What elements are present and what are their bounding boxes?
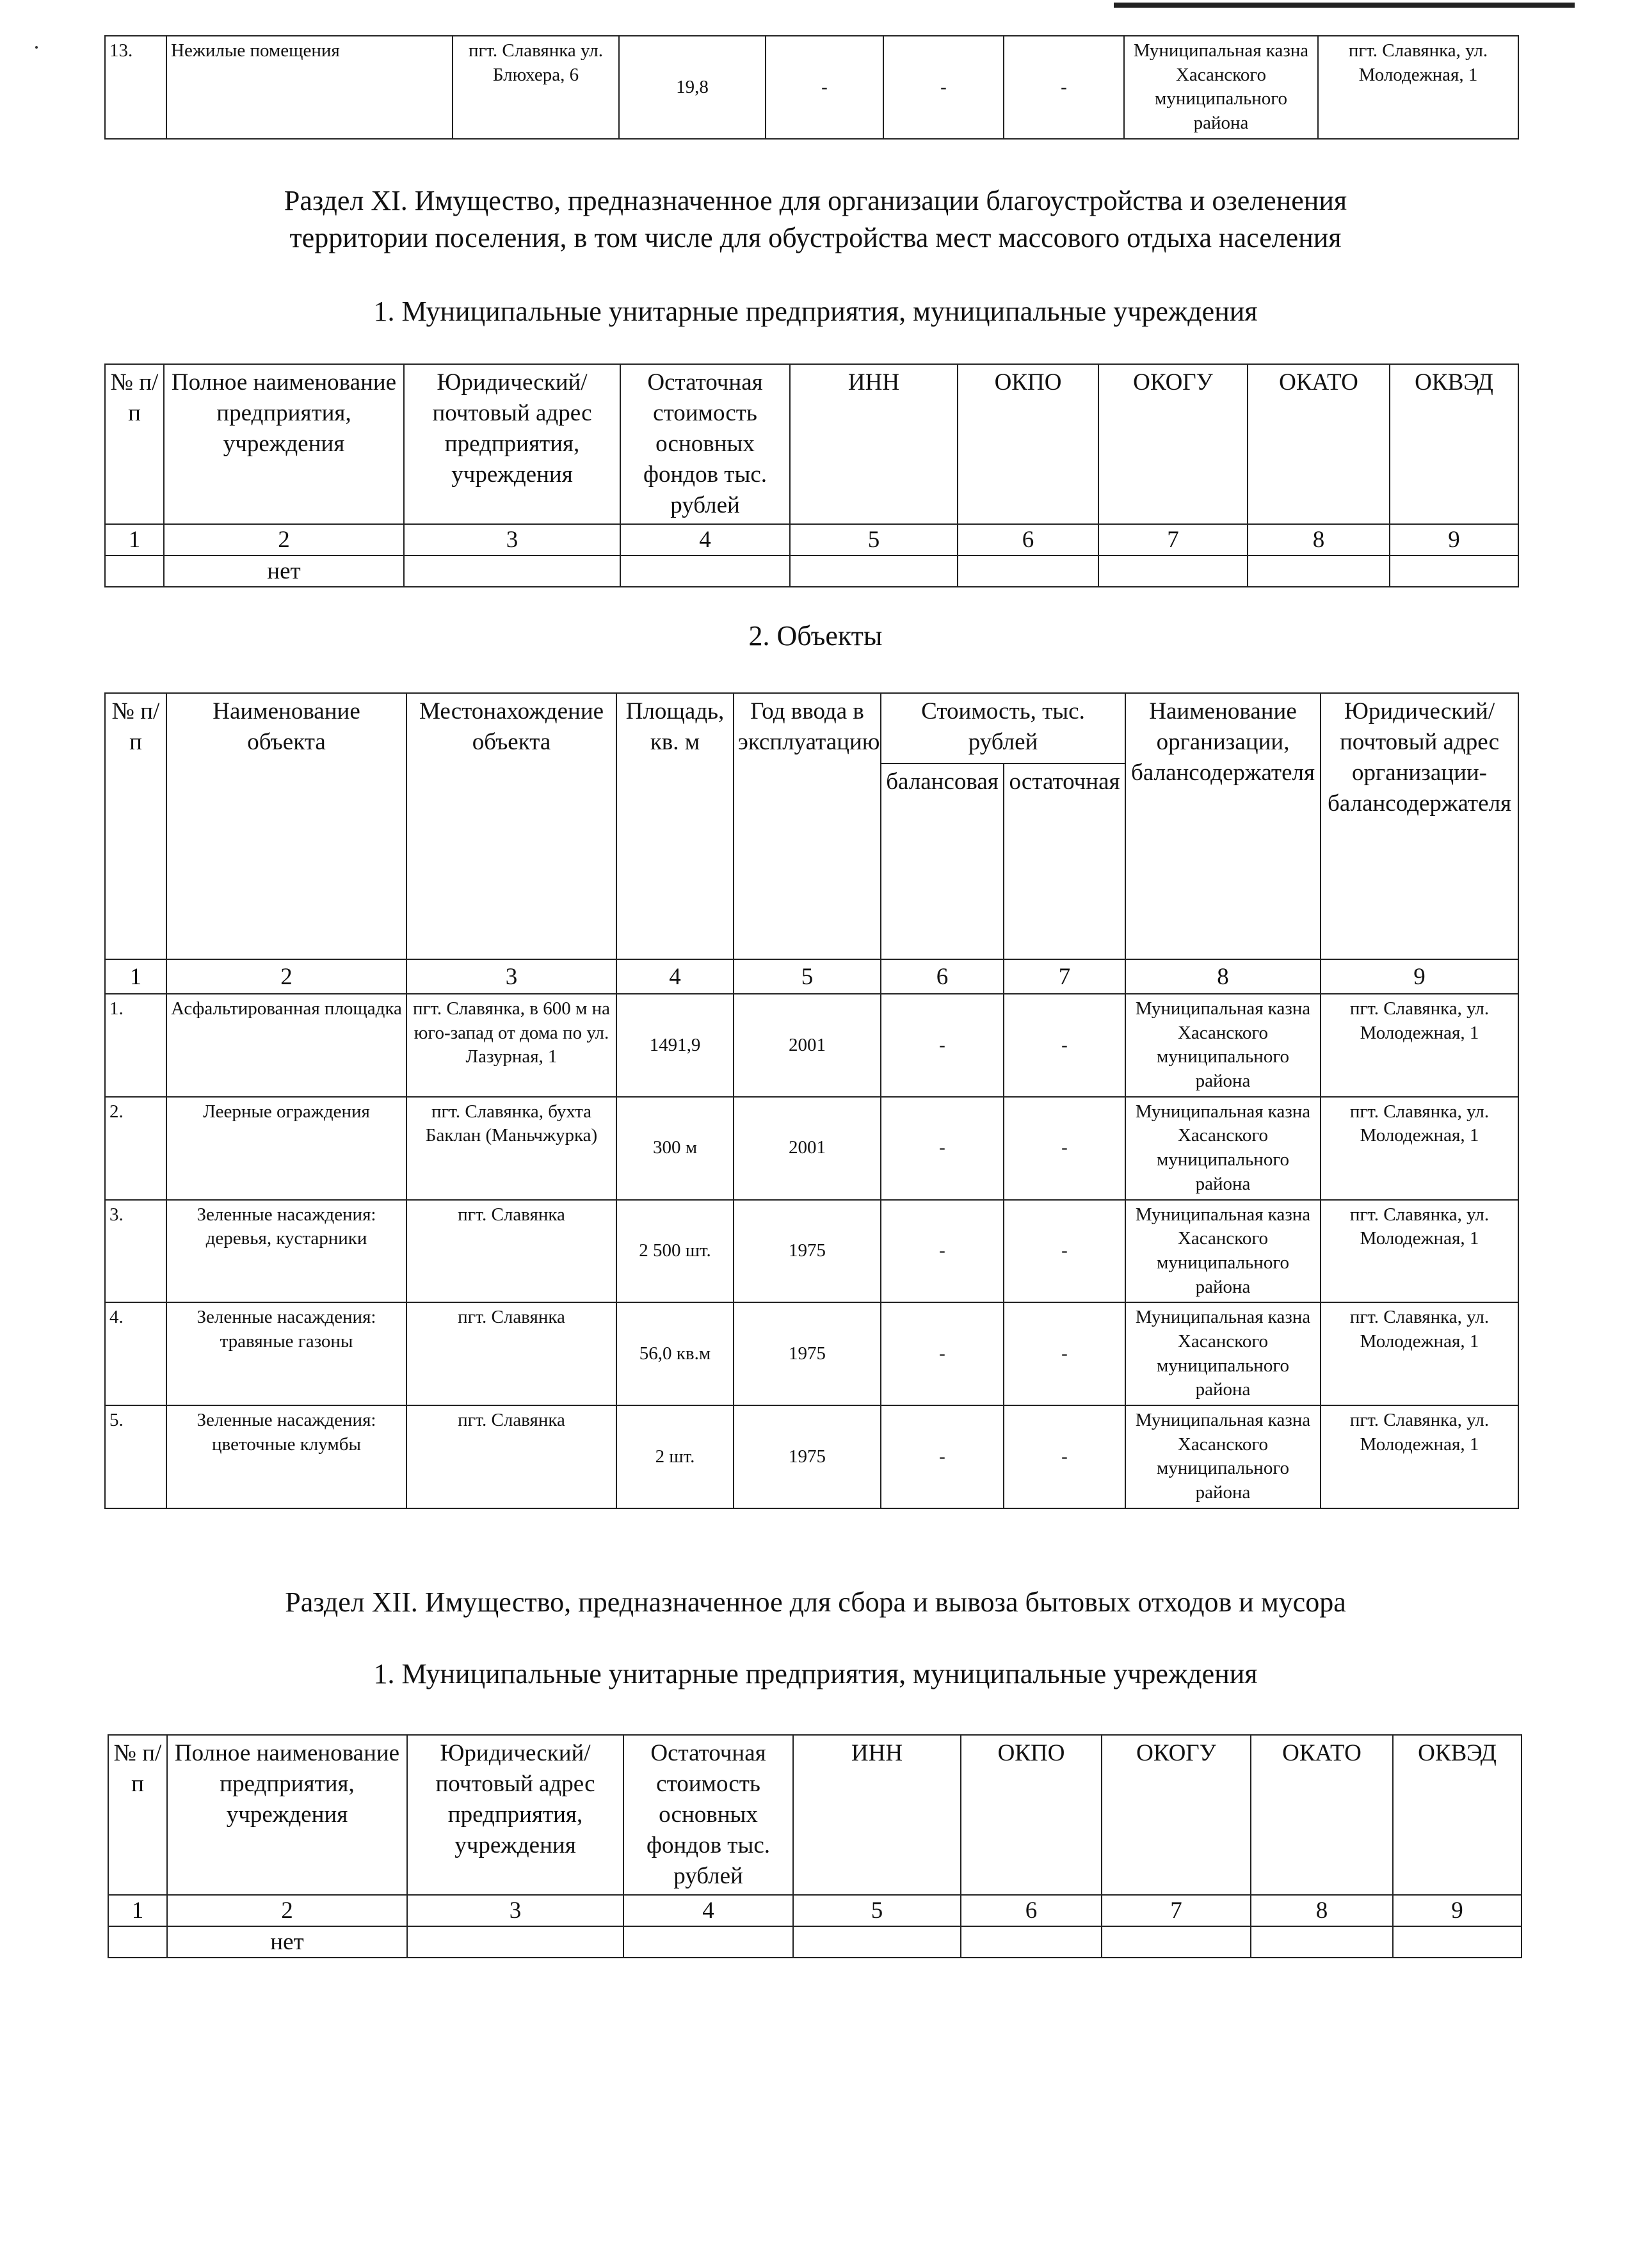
col-number: 9 bbox=[1390, 524, 1518, 555]
table-row bbox=[105, 1097, 1518, 1200]
col-number: 9 bbox=[1393, 1895, 1522, 1926]
object-area: 2 шт. bbox=[616, 1405, 734, 1508]
header-okved: ОКВЭД bbox=[1390, 364, 1518, 524]
row-num: 13. bbox=[105, 36, 166, 139]
header-holder-address: Юридический/ почтовый адрес организации-балансодержателя bbox=[1321, 693, 1518, 959]
header-address: Юридический/почтовый адрес предприятия, учреждения bbox=[407, 1735, 623, 1895]
header-residual-value: Остаточная стоимость основных фондов тыс. рублей bbox=[623, 1735, 793, 1895]
scan-speck bbox=[35, 46, 38, 49]
object-location: пгт. Славянка, бухта Баклан (Маньчжурка) bbox=[406, 1097, 616, 1200]
holder-name: Муниципальная казна Хасанского муниципального района bbox=[1125, 994, 1321, 1097]
empty-cell bbox=[1098, 555, 1248, 587]
balance-cost: - bbox=[881, 1405, 1004, 1508]
object-location: пгт. Славянка bbox=[406, 1405, 616, 1508]
holder-address: пгт. Славянка, ул. Молодежная, 1 bbox=[1318, 36, 1518, 139]
col-number: 1 bbox=[108, 1895, 167, 1926]
empty-cell bbox=[961, 1926, 1102, 1958]
header-location: Местонахождение объекта bbox=[406, 693, 616, 959]
holder-name: Муниципальная казна Хасанского муниципального района bbox=[1125, 1200, 1321, 1303]
col-number: 4 bbox=[620, 524, 790, 555]
section-11-title-line2: территории поселения, в том числе для обустройства мест массового отдыха населения bbox=[289, 222, 1342, 253]
table-row bbox=[105, 1405, 1518, 1508]
header-okato: ОКАТО bbox=[1248, 364, 1390, 524]
col-number: 5 bbox=[734, 959, 881, 994]
residual-cost: - bbox=[1004, 1097, 1125, 1200]
object-area: 2 500 шт. bbox=[616, 1200, 734, 1303]
empty-cell bbox=[790, 555, 958, 587]
cell-dash: - bbox=[883, 36, 1004, 139]
header-num: № п/п bbox=[108, 1735, 167, 1895]
table-row bbox=[105, 994, 1518, 1097]
object-location: пгт. Славянка ул. Блюхера, 6 bbox=[453, 36, 619, 139]
section-12-title: Раздел XII. Имущество, предназначенное для сбора и вывоза бытовых отходов и мусора bbox=[285, 1586, 1346, 1618]
header-okato: ОКАТО bbox=[1251, 1735, 1393, 1895]
col-number: 7 bbox=[1098, 524, 1248, 555]
empty-cell bbox=[1251, 1926, 1393, 1958]
section-11-subheading-objects: 2. Объекты bbox=[748, 620, 883, 651]
residual-cost: - bbox=[1004, 1405, 1125, 1508]
row-num: 4. bbox=[105, 1302, 166, 1405]
holder-name: Муниципальная казна Хасанского муниципального района bbox=[1125, 1097, 1321, 1200]
object-year: 1975 bbox=[734, 1405, 881, 1508]
balance-cost: - bbox=[881, 1302, 1004, 1405]
section-11-enterprises-table bbox=[104, 363, 1519, 587]
header-residual-cost: остаточная bbox=[1004, 763, 1125, 959]
object-year: 1975 bbox=[734, 1200, 881, 1303]
object-year: 1975 bbox=[734, 1302, 881, 1405]
col-number: 2 bbox=[164, 524, 404, 555]
col-number: 9 bbox=[1321, 959, 1518, 994]
empty-cell bbox=[404, 555, 620, 587]
col-number: 4 bbox=[616, 959, 734, 994]
object-location: пгт. Славянка bbox=[406, 1302, 616, 1405]
object-location: пгт. Славянка, в 600 м на юго-запад от дома по ул. Лазурная, 1 bbox=[406, 994, 616, 1097]
col-number: 8 bbox=[1251, 1895, 1393, 1926]
object-year: 2001 bbox=[734, 994, 881, 1097]
holder-address: пгт. Славянка, ул. Молодежная, 1 bbox=[1321, 1405, 1518, 1508]
col-number: 3 bbox=[406, 959, 616, 994]
table-row bbox=[105, 1200, 1518, 1303]
header-residual-value: Остаточная стоимость основных фондов тыс. рублей bbox=[620, 364, 790, 524]
col-number: 7 bbox=[1004, 959, 1125, 994]
object-area: 1491,9 bbox=[616, 994, 734, 1097]
object-location: пгт. Славянка bbox=[406, 1200, 616, 1303]
section-11-subheading-enterprises: 1. Муниципальные унитарные предприятия, муниципальные учреждения bbox=[373, 296, 1258, 327]
empty-cell bbox=[623, 1926, 793, 1958]
header-object-name: Наименование объекта bbox=[166, 693, 406, 959]
header-balance-cost: балансовая bbox=[881, 763, 1004, 959]
holder-name: Муниципальная казна Хасанского муниципального района bbox=[1125, 1302, 1321, 1405]
top-continuation-table bbox=[104, 35, 1519, 140]
col-number: 5 bbox=[793, 1895, 961, 1926]
object-year: 2001 bbox=[734, 1097, 881, 1200]
col-number: 5 bbox=[790, 524, 958, 555]
empty-cell bbox=[620, 555, 790, 587]
residual-cost: - bbox=[1004, 1302, 1125, 1405]
object-area: 300 м bbox=[616, 1097, 734, 1200]
header-area: Площадь, кв. м bbox=[616, 693, 734, 959]
object-name: Зеленные насаждения: травяные газоны bbox=[166, 1302, 406, 1405]
object-name: Зеленные насаждения: деревья, кустарники bbox=[166, 1200, 406, 1303]
header-holder: Наименование организации, балансодержателя bbox=[1125, 693, 1321, 959]
cell-dash: - bbox=[766, 36, 883, 139]
object-name: Леерные ограждения bbox=[166, 1097, 406, 1200]
row-num: 1. bbox=[105, 994, 166, 1097]
col-number: 4 bbox=[623, 1895, 793, 1926]
object-name: Зеленные насаждения: цветочные клумбы bbox=[166, 1405, 406, 1508]
object-rows bbox=[105, 994, 1518, 1508]
col-number: 8 bbox=[1125, 959, 1321, 994]
empty-cell bbox=[958, 555, 1098, 587]
empty-cell bbox=[793, 1926, 961, 1958]
empty-cell bbox=[407, 1926, 623, 1958]
row-num: 2. bbox=[105, 1097, 166, 1200]
header-cost: Стоимость, тыс. рублей bbox=[881, 693, 1125, 763]
col-number: 1 bbox=[105, 524, 164, 555]
balance-cost: - bbox=[881, 1200, 1004, 1303]
section-12-subheading-enterprises: 1. Муниципальные унитарные предприятия, муниципальные учреждения bbox=[373, 1658, 1258, 1689]
residual-cost: - bbox=[1004, 1200, 1125, 1303]
section-11-objects-table bbox=[104, 692, 1519, 1509]
col-number: 7 bbox=[1102, 1895, 1251, 1926]
header-okogu: ОКОГУ bbox=[1098, 364, 1248, 524]
header-address: Юридический/почтовый адрес предприятия, учреждения bbox=[404, 364, 620, 524]
balance-cost: - bbox=[881, 994, 1004, 1097]
empty-marker: нет bbox=[167, 1926, 407, 1958]
col-number: 6 bbox=[881, 959, 1004, 994]
col-number: 3 bbox=[404, 524, 620, 555]
holder-name: Муниципальная казна Хасанского муниципального района bbox=[1125, 1405, 1321, 1508]
header-okved: ОКВЭД bbox=[1393, 1735, 1522, 1895]
holder-name: Муниципальная казна Хасанского муниципального района bbox=[1124, 36, 1318, 139]
col-number: 6 bbox=[961, 1895, 1102, 1926]
holder-address: пгт. Славянка, ул. Молодежная, 1 bbox=[1321, 1302, 1518, 1405]
col-number: 6 bbox=[958, 524, 1098, 555]
col-number: 3 bbox=[407, 1895, 623, 1926]
col-number: 1 bbox=[105, 959, 166, 994]
header-year: Год ввода в эксплуатацию bbox=[734, 693, 881, 959]
header-inn: ИНН bbox=[790, 364, 958, 524]
object-name: Асфальтированная площадка bbox=[166, 994, 406, 1097]
balance-cost: - bbox=[881, 1097, 1004, 1200]
header-okogu: ОКОГУ bbox=[1102, 1735, 1251, 1895]
object-area: 56,0 кв.м bbox=[616, 1302, 734, 1405]
section-12-enterprises-table bbox=[108, 1734, 1522, 1958]
section-11-title-line1: Раздел XI. Имущество, предназначенное для организации благоустройства и озеленения bbox=[284, 185, 1347, 216]
empty-cell bbox=[1390, 555, 1518, 587]
header-num: № п/п bbox=[105, 364, 164, 524]
object-name: Нежилые помещения bbox=[166, 36, 453, 139]
header-num: № п/п bbox=[105, 693, 166, 959]
header-okpo: ОКПО bbox=[958, 364, 1098, 524]
empty-cell bbox=[108, 1926, 167, 1958]
row-num: 5. bbox=[105, 1405, 166, 1508]
header-okpo: ОКПО bbox=[961, 1735, 1102, 1895]
empty-marker: нет bbox=[164, 555, 404, 587]
empty-cell bbox=[1393, 1926, 1522, 1958]
holder-address: пгт. Славянка, ул. Молодежная, 1 bbox=[1321, 1097, 1518, 1200]
empty-cell bbox=[1248, 555, 1390, 587]
scan-edge-line bbox=[1114, 3, 1575, 8]
row-num: 3. bbox=[105, 1200, 166, 1303]
header-full-name: Полное наименование предприятия, учреждения bbox=[164, 364, 404, 524]
col-number: 2 bbox=[167, 1895, 407, 1926]
col-number: 8 bbox=[1248, 524, 1390, 555]
header-inn: ИНН bbox=[793, 1735, 961, 1895]
object-area: 19,8 bbox=[619, 36, 766, 139]
col-number: 2 bbox=[166, 959, 406, 994]
header-full-name: Полное наименование предприятия, учреждения bbox=[167, 1735, 407, 1895]
table-row bbox=[105, 1302, 1518, 1405]
holder-address: пгт. Славянка, ул. Молодежная, 1 bbox=[1321, 1200, 1518, 1303]
empty-cell bbox=[1102, 1926, 1251, 1958]
cell-dash: - bbox=[1004, 36, 1124, 139]
residual-cost: - bbox=[1004, 994, 1125, 1097]
holder-address: пгт. Славянка, ул. Молодежная, 1 bbox=[1321, 994, 1518, 1097]
empty-cell bbox=[105, 555, 164, 587]
